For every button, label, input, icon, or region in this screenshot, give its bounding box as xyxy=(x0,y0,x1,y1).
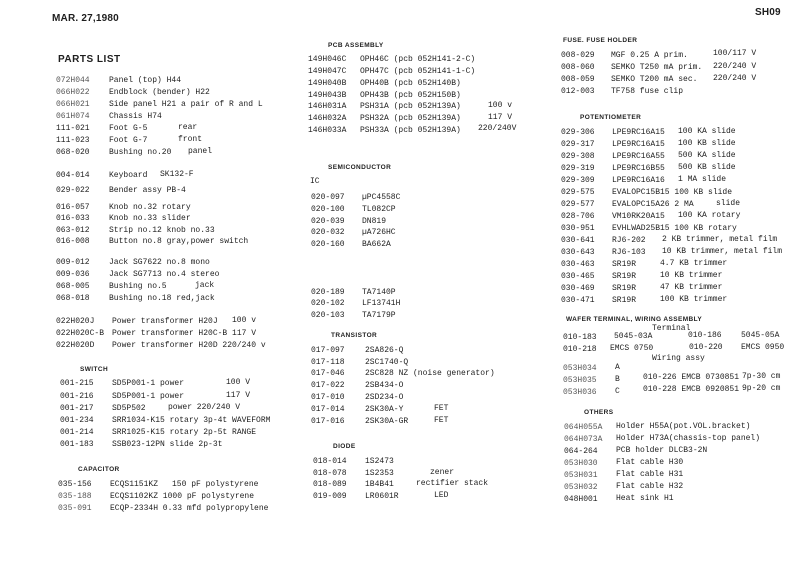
part-number: 068-005 xyxy=(56,282,90,291)
part-number: 029-575 xyxy=(561,188,595,197)
part-number: 020-160 xyxy=(311,240,345,249)
part-number: 029-309 xyxy=(561,176,595,185)
part-note: FET xyxy=(434,416,449,425)
part-number: 018-014 xyxy=(313,457,347,466)
part-number: 053H035 xyxy=(563,376,597,385)
part-description: SRR1034-K15 rotary 3p-4t WAVEFORM xyxy=(112,416,271,425)
part-number: 010-218 xyxy=(563,345,597,354)
part-number: 048H001 xyxy=(564,495,598,504)
part-note: 10 KB trimmer xyxy=(660,271,723,280)
part-description: VM10RK20A15 xyxy=(612,212,665,221)
part-description: SR19R xyxy=(612,296,637,305)
part-description: MGF 0.25 A prim. xyxy=(611,51,688,60)
cable-spec: 010-228 EMCB 0920851 xyxy=(643,385,740,394)
part-number: 030-465 xyxy=(561,272,595,281)
part-number: 018-089 xyxy=(313,480,347,489)
part-description: TF758 fuse clip xyxy=(611,87,684,96)
part-note: FET xyxy=(434,404,449,413)
part-description: OPH43B (pcb 052H150B) xyxy=(360,91,461,100)
part-description: EVALOPC15A26 2 MA xyxy=(612,200,694,209)
pcb-assembly-section-title: PCB ASSEMBLY xyxy=(328,42,384,49)
part-number: 009-012 xyxy=(56,258,90,267)
part-number: 146H033A xyxy=(308,126,347,135)
part-description: LPE9RC16B55 xyxy=(612,164,665,173)
part-number: 053H031 xyxy=(564,471,598,480)
part-number: 053H032 xyxy=(564,483,598,492)
part-description: SRR1025-K15 rotary 2p-5t RANGE xyxy=(112,428,257,437)
part-number: 017-097 xyxy=(311,346,345,355)
part-description: SD5P502 xyxy=(112,404,146,413)
part-number: 001-217 xyxy=(60,404,94,413)
part-number: 017-010 xyxy=(311,393,345,402)
part-description: LPE9RC16A15 xyxy=(612,140,665,149)
part-note: 1 MA slide xyxy=(678,175,727,184)
part-description: Flat cable H31 xyxy=(616,470,684,479)
cable-spec: 010-226 EMCB 0730851 xyxy=(643,373,740,382)
part-number: 030-463 xyxy=(561,260,595,269)
part-note: SK132-F xyxy=(160,170,194,179)
part-number: 009-036 xyxy=(56,270,90,279)
part-note: 100 v xyxy=(232,316,257,325)
part-description: Power transformer H20D 220/240 v xyxy=(112,341,266,350)
part-description: Strip no.12 knob no.33 xyxy=(109,226,215,235)
part-number: 072H044 xyxy=(56,76,90,85)
part-description: 2SK30A-Y xyxy=(365,405,404,414)
part-note: slide xyxy=(716,199,741,208)
part-number: 017-016 xyxy=(311,417,345,426)
part-number: 008-029 xyxy=(561,51,595,60)
part-description: Foot G-5 xyxy=(109,124,148,133)
part-description: Bushing no.20 xyxy=(109,148,172,157)
transistor-section-title: TRANSISTOR xyxy=(331,332,378,339)
part-note: 220/240 V xyxy=(713,74,757,83)
part-number: 064-264 xyxy=(564,447,598,456)
part-description: Bender assy PB-4 xyxy=(109,186,186,195)
part-number: 029-319 xyxy=(561,164,595,173)
part-description: Holder H73A(chassis-top panel) xyxy=(616,434,761,443)
part-number: 016-033 xyxy=(56,214,90,223)
capacitor-section-title: CAPACITOR xyxy=(78,466,120,473)
part-note: rear xyxy=(178,123,198,132)
part-note: jack xyxy=(195,281,215,290)
part-description: OPH46C (pcb 052H141-2-C) xyxy=(360,55,476,64)
part-description: EVALOPC15B15 100 KB slide xyxy=(612,188,733,197)
part-number: 020-032 xyxy=(311,228,345,237)
part-description: SEMKO T250 mA prim. xyxy=(611,63,703,72)
part-description: Chassis H74 xyxy=(109,112,162,121)
part-number: 111-023 xyxy=(56,136,90,145)
part-description: Flat cable H32 xyxy=(616,482,684,491)
part-description: 2SA826-Q xyxy=(365,346,404,355)
part-note: rectifier stack xyxy=(416,479,489,488)
part-description: EMCS 0950 xyxy=(741,343,785,352)
part-description: Knob no.32 rotary xyxy=(109,203,191,212)
part-number: 030-643 xyxy=(561,248,595,257)
part-description: Jack SG7622 no.8 mono xyxy=(109,258,210,267)
part-number: 035-091 xyxy=(58,504,92,513)
part-description: TL082CP xyxy=(362,205,396,214)
part-description: SR19R xyxy=(612,260,637,269)
part-note: 117 V xyxy=(488,113,513,122)
part-number: 017-022 xyxy=(311,381,345,390)
part-note: 2 KB trimmer, metal film xyxy=(662,235,778,244)
part-number: 053H034 xyxy=(563,364,597,373)
part-description: Knob no.33 slider xyxy=(109,214,191,223)
part-number: 004-014 xyxy=(56,171,90,180)
part-note: 100 KB slide xyxy=(678,139,736,148)
part-number: 149H046C xyxy=(308,55,347,64)
part-number: 001-214 xyxy=(60,428,94,437)
part-description: Holder H55A(pot.VOL.bracket) xyxy=(616,422,751,431)
part-description: LPE9RC16A16 xyxy=(612,176,665,185)
semiconductor-section-title: SEMICONDUCTOR xyxy=(328,164,392,171)
part-note: 117 V xyxy=(226,391,251,400)
part-description: Bushing no.18 red,jack xyxy=(109,294,215,303)
part-note: 100 KA rotary xyxy=(678,211,741,220)
part-description: SD5P001-1 power xyxy=(112,379,185,388)
part-description: EMCS 0750 xyxy=(610,344,654,353)
part-description: SR19R xyxy=(612,272,637,281)
part-note: 47 KB trimmer xyxy=(660,283,723,292)
part-number: 010-220 xyxy=(689,343,723,352)
part-description: Bushing no.5 xyxy=(109,282,167,291)
part-number: 053H036 xyxy=(563,388,597,397)
wiring-assy-label: Wiring assy xyxy=(652,354,705,363)
part-note: 220/240V xyxy=(478,124,517,133)
part-number: 016-057 xyxy=(56,203,90,212)
part-description: RJ6-202 xyxy=(612,236,646,245)
part-number: 068-020 xyxy=(56,148,90,157)
part-number: 010-183 xyxy=(563,333,597,342)
part-description: µA726HC xyxy=(362,228,396,237)
part-number: 018-078 xyxy=(313,469,347,478)
part-description: PSH33A (pcb 052H139A) xyxy=(360,126,461,135)
part-number: 035-156 xyxy=(58,480,92,489)
part-number: 020-097 xyxy=(311,193,345,202)
part-number: 020-102 xyxy=(311,299,345,308)
part-note: 100 KA slide xyxy=(678,127,736,136)
part-number: 149H043B xyxy=(308,91,347,100)
document-date: MAR. 27,1980 xyxy=(52,13,119,24)
part-description: Power transformer H20C-B 117 V xyxy=(112,329,257,338)
part-description: Endblock (bender) H22 xyxy=(109,88,210,97)
part-description: 2SC828 NZ (noise generator) xyxy=(365,369,495,378)
part-note: 10 KB trimmer, metal film xyxy=(662,247,783,256)
part-description: 1S2353 xyxy=(365,469,394,478)
part-description: Jack SG7713 no.4 stereo xyxy=(109,270,220,279)
part-number: 020-189 xyxy=(311,288,345,297)
part-description: LF13741H xyxy=(362,299,401,308)
part-number: 066H021 xyxy=(56,100,90,109)
part-number: 008-059 xyxy=(561,75,595,84)
parts-list-title: PARTS LIST xyxy=(58,54,121,65)
part-note: zener xyxy=(430,468,455,477)
part-description: B xyxy=(615,375,620,384)
part-number: 017-046 xyxy=(311,369,345,378)
part-note: 500 KA slide xyxy=(678,151,736,160)
part-number: 061H074 xyxy=(56,112,90,121)
part-description: 1S2473 xyxy=(365,457,394,466)
part-note: 100/117 V xyxy=(713,49,757,58)
part-number: 001-183 xyxy=(60,440,94,449)
part-number: 064H073A xyxy=(564,435,603,444)
part-note: 150 pF polystyrene xyxy=(172,480,259,489)
part-description: 5045-03A xyxy=(614,332,653,341)
part-note: 100 KB trimmer xyxy=(660,295,728,304)
part-description: 5045-05A xyxy=(741,331,780,340)
part-number: 028-706 xyxy=(561,212,595,221)
part-description: Foot G-7 xyxy=(109,136,148,145)
part-number: 001-234 xyxy=(60,416,94,425)
ic-label: IC xyxy=(310,177,320,186)
part-number: 029-306 xyxy=(561,128,595,137)
part-number: 017-014 xyxy=(311,405,345,414)
part-description: ECQS1102KZ 1000 pF polystyrene xyxy=(110,492,255,501)
part-number: 022H020C-B xyxy=(56,329,105,338)
part-number: 017-118 xyxy=(311,358,345,367)
part-description: LPE9RC16A55 xyxy=(612,152,665,161)
part-number: 022H020J xyxy=(56,317,95,326)
wafer-section-title: WAFER TERMINAL, WIRING ASSEMBLY xyxy=(566,316,703,323)
part-number: 063-012 xyxy=(56,226,90,235)
part-number: 149H040B xyxy=(308,79,347,88)
part-description: Power transformer H20J xyxy=(112,317,218,326)
part-note: 4.7 KB trimmer xyxy=(660,259,728,268)
part-number: 111-021 xyxy=(56,124,90,133)
part-description: ECQS1151KZ xyxy=(110,480,159,489)
part-note: 220/240 V xyxy=(713,62,757,71)
part-description: DN819 xyxy=(362,217,387,226)
part-number: 029-022 xyxy=(56,186,90,195)
part-description: Button no.8 gray,power switch xyxy=(109,237,249,246)
part-description: OPH47C (pcb 052H141-1-C) xyxy=(360,67,476,76)
part-number: 001-216 xyxy=(60,392,94,401)
part-description: Keyboard xyxy=(109,171,148,180)
part-number: 149H047C xyxy=(308,67,347,76)
part-note: 100 V xyxy=(226,378,251,387)
part-description: LR0601R xyxy=(365,492,399,501)
part-description: Side panel H21 a pair of R and L xyxy=(109,100,263,109)
part-number: 030-471 xyxy=(561,296,595,305)
fuse-section-title: FUSE. FUSE HOLDER xyxy=(563,37,638,44)
part-description: PSH31A (pcb 052H139A) xyxy=(360,102,461,111)
part-number: 029-308 xyxy=(561,152,595,161)
part-number: 016-008 xyxy=(56,237,90,246)
part-description: SR19R xyxy=(612,284,637,293)
part-number: 068-018 xyxy=(56,294,90,303)
part-number: 146H031A xyxy=(308,102,347,111)
part-number: 012-003 xyxy=(561,87,595,96)
part-note: panel xyxy=(188,147,213,156)
potentiometer-section-title: POTENTIOMETER xyxy=(580,114,642,121)
part-number: 029-317 xyxy=(561,140,595,149)
part-number: 022H020D xyxy=(56,341,95,350)
part-description: Panel (top) H44 xyxy=(109,76,182,85)
part-description: C xyxy=(615,387,620,396)
part-number: 066H022 xyxy=(56,88,90,97)
part-description: RJ6-103 xyxy=(612,248,646,257)
diode-section-title: DIODE xyxy=(333,443,356,450)
part-description: BA662A xyxy=(362,240,391,249)
part-description: PCB holder DLCB3-2N xyxy=(616,446,708,455)
part-description: 2SC1740-Q xyxy=(365,358,409,367)
part-description: TA7140P xyxy=(362,288,396,297)
part-description: SSB023-12PN slide 2p-3t xyxy=(112,440,223,449)
part-number: 010-186 xyxy=(688,331,722,340)
part-description: Flat cable H30 xyxy=(616,458,684,467)
part-number: 020-103 xyxy=(311,311,345,320)
page-id: SH09 xyxy=(755,7,781,18)
part-description: PSH32A (pcb 052H139A) xyxy=(360,114,461,123)
part-description: Heat sink H1 xyxy=(616,494,674,503)
part-number: 030-641 xyxy=(561,236,595,245)
part-number: 019-009 xyxy=(313,492,347,501)
part-note: front xyxy=(178,135,203,144)
terminal-label: Terminal xyxy=(652,324,691,333)
part-note: 500 KB slide xyxy=(678,163,736,172)
part-note: LED xyxy=(434,491,449,500)
part-description: LPE9RC16A15 xyxy=(612,128,665,137)
switch-section-title: SWITCH xyxy=(80,366,109,373)
part-number: 008-060 xyxy=(561,63,595,72)
part-description: SD5P001-1 power xyxy=(112,392,185,401)
part-number: 020-100 xyxy=(311,205,345,214)
part-note: power 220/240 V xyxy=(168,403,241,412)
part-description: SEMKO T200 mA sec. xyxy=(611,75,698,84)
cable-length: 7p-30 cm xyxy=(742,372,781,381)
part-description: 2SD234-O xyxy=(365,393,404,402)
part-description: µPC4558C xyxy=(362,193,401,202)
part-description: EVHLWAD25B15 100 KB rotary xyxy=(612,224,737,233)
part-description: OPH40B (pcb 052H140B) xyxy=(360,79,461,88)
part-number: 064H055A xyxy=(564,423,603,432)
part-description: 2SB434-O xyxy=(365,381,404,390)
part-number: 020-039 xyxy=(311,217,345,226)
part-description: 2SK30A-GR xyxy=(365,417,409,426)
part-number: 053H030 xyxy=(564,459,598,468)
part-number: 035-188 xyxy=(58,492,92,501)
part-number: 146H032A xyxy=(308,114,347,123)
part-description: ECQP-2334H 0.33 mfd polypropylene xyxy=(110,504,269,513)
part-note: 100 v xyxy=(488,101,513,110)
cable-length: 9p-20 cm xyxy=(742,384,781,393)
part-number: 029-577 xyxy=(561,200,595,209)
part-number: 030-951 xyxy=(561,224,595,233)
others-section-title: OTHERS xyxy=(584,409,614,416)
part-description: 1B4B41 xyxy=(365,480,394,489)
part-description: A xyxy=(615,363,620,372)
part-number: 030-469 xyxy=(561,284,595,293)
part-description: TA7179P xyxy=(362,311,396,320)
part-number: 001-215 xyxy=(60,379,94,388)
